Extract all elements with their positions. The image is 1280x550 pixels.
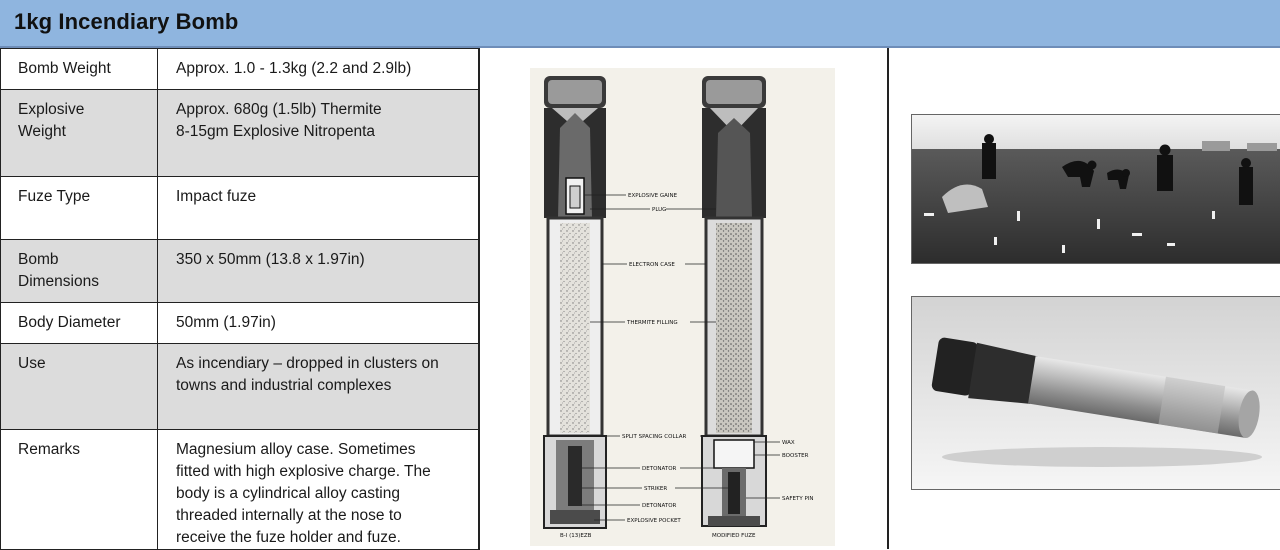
value-line: Approx. 1.0 - 1.3kg (2.2 and 2.9lb) <box>176 60 412 77</box>
value-line: Approx. 680g (1.5lb) Thermite <box>176 101 382 118</box>
value-line: fitted with high explosive charge. The <box>176 463 431 480</box>
caption-right: MODIFIED FUZE <box>712 533 756 539</box>
value-line: towns and industrial complexes <box>176 377 392 394</box>
column-divider-left <box>478 48 480 549</box>
row-label <box>1 177 158 240</box>
row-label <box>1 49 158 90</box>
bomb-photo <box>911 296 1280 490</box>
row-label <box>1 303 158 344</box>
value-line: 50mm (1.97in) <box>176 314 276 331</box>
row-remarks <box>1 430 480 550</box>
label-line: Explosive <box>18 101 85 118</box>
row-value <box>158 240 480 303</box>
row-value <box>158 303 480 344</box>
row-label <box>1 240 158 303</box>
label-striker: STRIKER <box>644 486 668 492</box>
field-photo <box>911 114 1280 264</box>
row-value <box>158 90 480 177</box>
label-plug: PLUG <box>652 207 667 213</box>
value-line: body is a cylindrical alloy casting <box>176 485 400 502</box>
label-text: Remarks <box>18 441 81 458</box>
label-wax: WAX <box>782 440 795 446</box>
row-label <box>1 430 158 550</box>
label-explosive-pocket: EXPLOSIVE POCKET <box>627 518 681 524</box>
label-detonator-lower: DETONATOR <box>642 503 677 509</box>
left-bomb-drawing <box>544 76 606 528</box>
row-label <box>1 344 158 430</box>
bomb-photo-drawing <box>912 297 1280 490</box>
caption-left: B-I (13)EZB <box>560 533 592 539</box>
bomb-cross-section-diagram <box>530 68 835 546</box>
row-use <box>1 344 480 430</box>
value-line: threaded internally at the nose to <box>176 507 402 524</box>
value-line: Magnesium alloy case. Sometimes <box>176 441 416 458</box>
label-booster: BOOSTER <box>782 453 809 459</box>
column-divider-right <box>887 48 889 549</box>
label-safety-pin: SAFETY PIN <box>782 496 814 502</box>
row-value <box>158 49 480 90</box>
diagram-drawing <box>530 68 835 546</box>
label-split-spacing-collar: SPLIT SPACING COLLAR <box>622 434 687 440</box>
row-value <box>158 344 480 430</box>
right-bomb-drawing <box>702 76 766 526</box>
label-line: Dimensions <box>18 273 99 290</box>
label-explosive-gaine: EXPLOSIVE GAINE <box>628 193 678 199</box>
title-bar <box>0 0 1280 48</box>
row-bomb-dimensions <box>1 240 480 303</box>
row-value <box>158 430 480 550</box>
row-explosive-weight <box>1 90 480 177</box>
label-text: Body Diameter <box>18 314 121 331</box>
label-text: Bomb Weight <box>18 60 111 77</box>
label-text: Fuze Type <box>18 188 91 205</box>
row-fuze-type <box>1 177 480 240</box>
row-body-diameter <box>1 303 480 344</box>
value-line: As incendiary – dropped in clusters on <box>176 355 439 372</box>
field-photo-drawing <box>912 115 1280 264</box>
value-line: receive the fuze holder and fuze. <box>176 529 401 546</box>
spec-table <box>0 48 480 550</box>
row-label <box>1 90 158 177</box>
label-line: Bomb <box>18 251 59 268</box>
page-title: 1kg Incendiary Bomb <box>14 9 239 34</box>
label-text: Use <box>18 355 46 372</box>
label-line: Weight <box>18 123 66 140</box>
label-thermite-filling: THERMITE FILLING <box>627 320 678 326</box>
row-bomb-weight <box>1 49 480 90</box>
value-line: Impact fuze <box>176 188 257 205</box>
label-detonator: DETONATOR <box>642 466 677 472</box>
label-electron-case: ELECTRON CASE <box>629 262 675 268</box>
value-line: 8-15gm Explosive Nitropenta <box>176 123 376 140</box>
value-line: 350 x 50mm (13.8 x 1.97in) <box>176 251 365 268</box>
row-value <box>158 177 480 240</box>
